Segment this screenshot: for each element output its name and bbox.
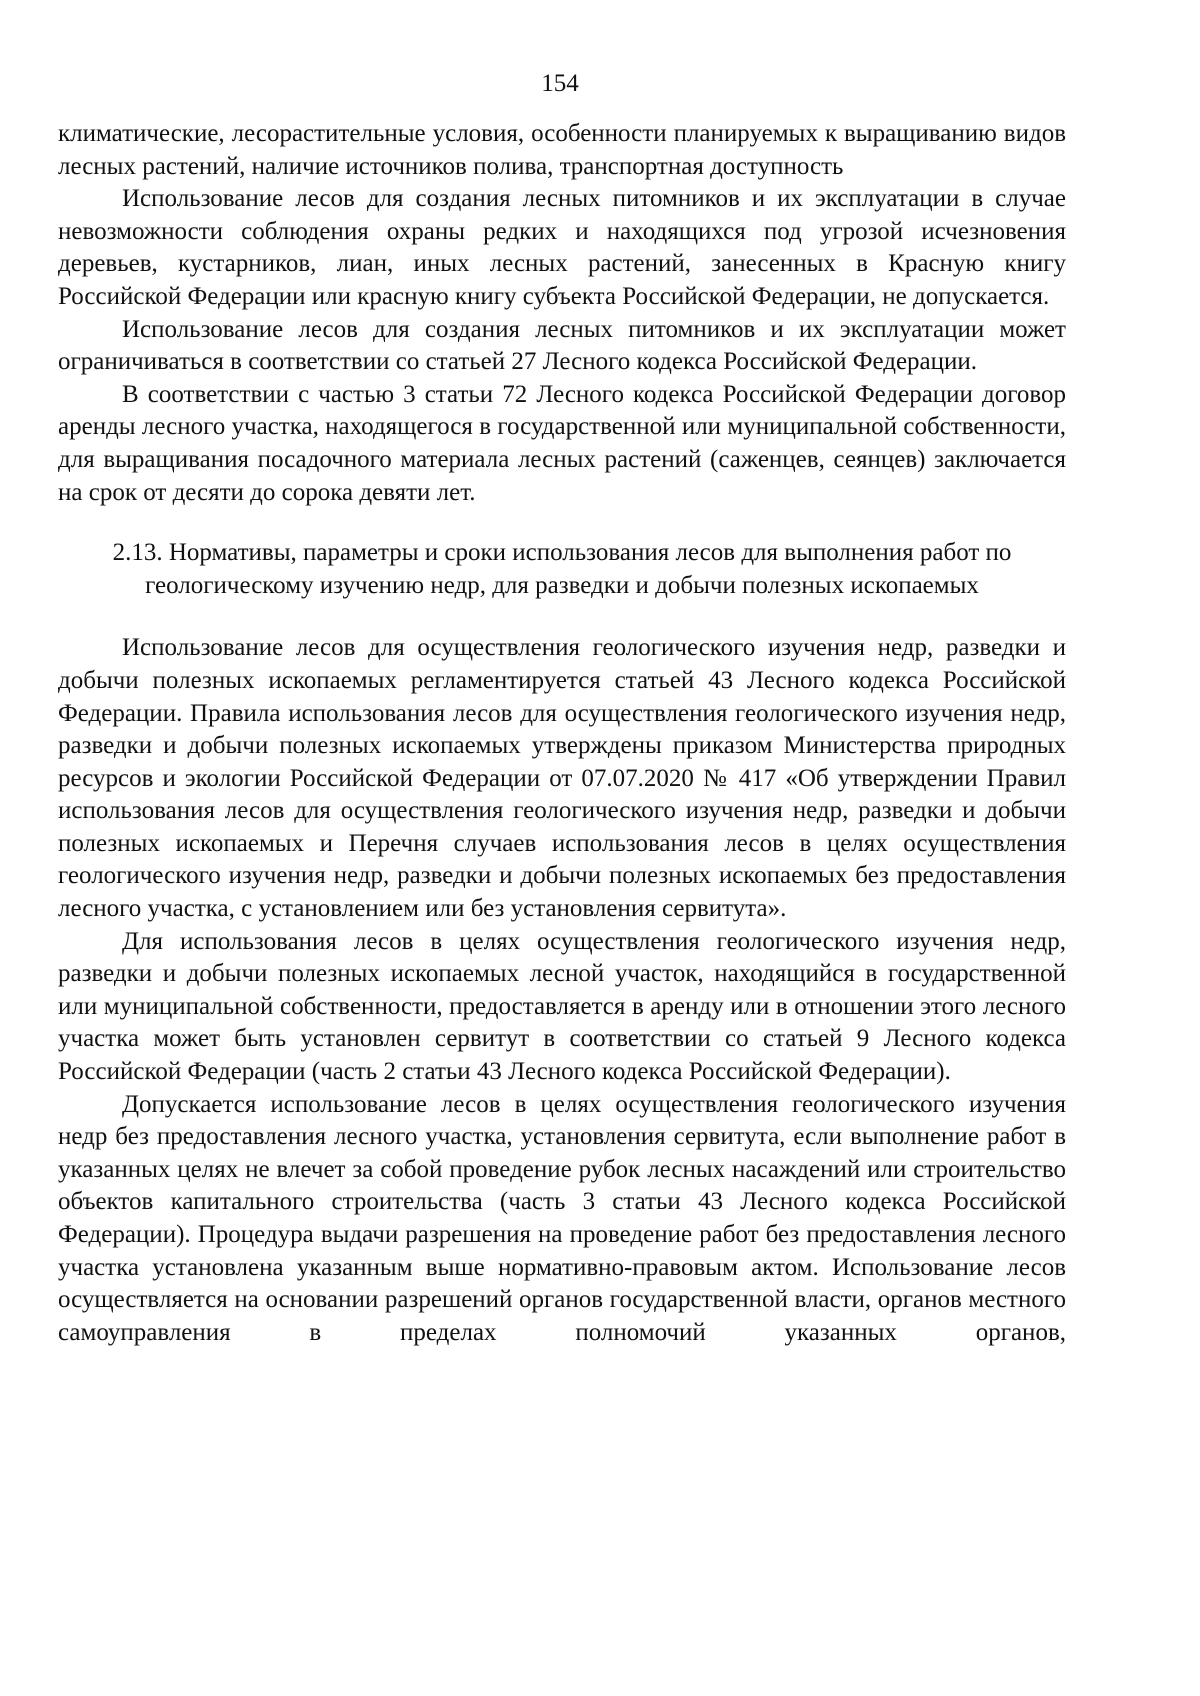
section-heading: 2.13. Нормативы, параметры и сроки использования лесов для выполнения работ по геологическому изучению недр, для разведки и добычи полезных ископаемых <box>112 539 1012 599</box>
paragraph-geology-lease: Для использования лесов в целях осуществления геологического изучения недр, разведки и добычи полезных ископаемых лесной участок, находящийся в государственной или муниципальной собственности, предоставляется в аренду или в отношении этого лесного участка может быть установлен сервитут в соответствии со статьей 9 Лесного кодекса Российской Федерации (часть 2 статьи 43 Лесного кодекса Российской Федерации). <box>58 927 1066 1086</box>
paragraph-nursery-restriction: Использование лесов для создания лесных питомников и их эксплуатации может ограничиваться в соответствии со статьей 27 Лесного кодекса Российской Федерации. <box>58 315 1066 376</box>
paragraph-geology-without-lease: Допускается использование лесов в целях осуществления геологического изучения недр без предоставления лесного участка, установления сервитута, если выполнение работ в указанных целях не влечет за собой проведение рубок лесных насаждений или строительство объектов капитального строительства (часть 3 статьи 43 Лесного кодекса Российской Федерации). Процедура выдачи разрешения на проведение работ без предоставления лесного участка установлена указанным выше нормативно-правовым актом. Использование лесов осуществляется на основании разрешений органов государственной власти, органов местного самоуправления в пределах полномочий указанных органов, <box>58 1090 1066 1346</box>
paragraph-geology-rules: Использование лесов для осуществления геологического изучения недр, разведки и добычи полезных ископаемых регламентируется статьей 43 Лесного кодекса Российской Федерации. Правила использования лесов для осуществления геологического изучения недр, разведки и добычи полезных ископаемых утверждены приказом Министерства природных ресурсов и экологии Российской Федерации от 07.07.2020 № 417 «Об утверждении Правил использования лесов для осуществления геологического изучения недр, разведки и добычи полезных ископаемых и Перечня случаев использования лесов в целях осуществления геологического изучения недр, разведки и добычи полезных ископаемых без предоставления лесного участка, с установлением или без установления сервитута». <box>58 634 1066 923</box>
page-number: 154 <box>541 70 579 97</box>
paragraph-lease-term: В соответствии с частью 3 статьи 72 Лесного кодекса Российской Федерации договор аренды лесного участка, находящегося в государственной или муниципальной собственности, для выращивания посадочного материала лесных растений (саженцев, сеянцев) заключается на срок от десяти до сорока девяти лет. <box>58 380 1066 506</box>
document-body <box>58 118 1066 1349</box>
paragraph-nursery-red-book: Использование лесов для создания лесных питомников и их эксплуатации в случае невозможности соблюдения охраны редких и находящихся под угрозой исчезновения деревьев, кустарников, лиан, иных лесных растений, занесенных в Красную книгу Российской Федерации или красную книгу субъекта Российской Федерации, не допускается. <box>58 185 1066 310</box>
paragraph-continuation: климатические, лесорастительные условия, особенности планируемых к выращиванию видов лесных растений, наличие источников полива, транспортная доступность <box>58 120 1066 180</box>
